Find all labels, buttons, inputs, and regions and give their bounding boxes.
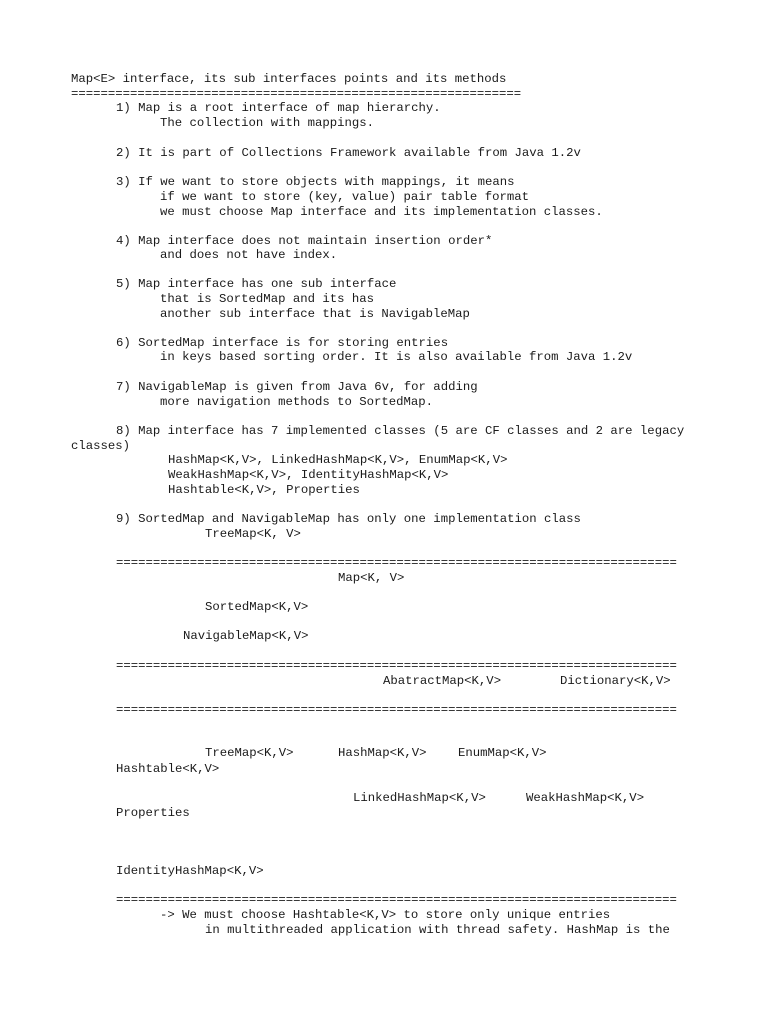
point-8-line-5: Hashtable<K,V>, Properties xyxy=(168,483,360,497)
hierarchy-identity-hash-map: IdentityHashMap<K,V> xyxy=(116,864,264,878)
hierarchy-dictionary: Dictionary<K,V> xyxy=(560,674,671,688)
hierarchy-map: Map<K, V> xyxy=(338,571,405,585)
point-4-line-1: 4) Map interface does not maintain insertion order* xyxy=(116,234,493,248)
point-9-line-1: 9) SortedMap and NavigableMap has only one implementation class xyxy=(116,512,581,526)
separator-3: ============================================================================ xyxy=(116,703,677,717)
point-4-line-2: and does not have index. xyxy=(160,248,338,262)
point-2-line-1: 2) It is part of Collections Framework available from Java 1.2v xyxy=(116,146,581,160)
point-1-line-1: 1) Map is a root interface of map hierarchy. xyxy=(116,101,441,115)
point-5-line-1: 5) Map interface has one sub interface xyxy=(116,277,397,291)
hierarchy-tree-map: TreeMap<K,V> xyxy=(205,746,294,760)
point-3-line-2: if we want to store (key, value) pair table format xyxy=(160,190,529,204)
point-5-line-3: another sub interface that is NavigableMap xyxy=(160,307,470,321)
hierarchy-linked-hash-map: LinkedHashMap<K,V> xyxy=(353,791,486,805)
hierarchy-properties: Properties xyxy=(116,806,190,820)
separator-2: ============================================================================ xyxy=(116,659,677,673)
point-8-line-3: HashMap<K,V>, LinkedHashMap<K,V>, EnumMap<K,V> xyxy=(168,453,508,467)
point-5-line-2: that is SortedMap and its has xyxy=(160,292,375,306)
separator-1: ============================================================================ xyxy=(116,556,677,570)
hierarchy-sorted-map: SortedMap<K,V> xyxy=(205,600,309,614)
hierarchy-navigable-map: NavigableMap<K,V> xyxy=(183,629,309,643)
point-3-line-1: 3) If we want to store objects with mappings, it means xyxy=(116,175,515,189)
hierarchy-hashtable: Hashtable<K,V> xyxy=(116,762,220,776)
point-8-line-4: WeakHashMap<K,V>, IdentityHashMap<K,V> xyxy=(168,468,449,482)
note-line-2: in multithreaded application with thread safety. HashMap is the xyxy=(205,923,670,937)
hierarchy-abstract-map: AbatractMap<K,V> xyxy=(383,674,502,688)
separator-4: ============================================================================ xyxy=(116,893,677,907)
point-6-line-1: 6) SortedMap interface is for storing entries xyxy=(116,336,449,350)
title-underline: ============================================================= xyxy=(71,87,522,101)
document-title: Map<E> interface, its sub interfaces points and its methods xyxy=(71,72,507,86)
point-9-line-2: TreeMap<K, V> xyxy=(205,527,301,541)
hierarchy-enum-map: EnumMap<K,V> xyxy=(458,746,547,760)
hierarchy-weak-hash-map: WeakHashMap<K,V> xyxy=(526,791,645,805)
point-7-line-2: more navigation methods to SortedMap. xyxy=(160,395,434,409)
point-8-line-2: classes) xyxy=(71,439,131,453)
point-6-line-2: in keys based sorting order. It is also available from Java 1.2v xyxy=(160,350,633,364)
point-8-line-1: 8) Map interface has 7 implemented classes (5 are CF classes and 2 are legacy xyxy=(116,424,685,438)
point-7-line-1: 7) NavigableMap is given from Java 6v, for adding xyxy=(116,380,478,394)
point-1-line-2: The collection with mappings. xyxy=(160,116,375,130)
note-line-1: -> We must choose Hashtable<K,V> to store only unique entries xyxy=(160,908,611,922)
hierarchy-hash-map: HashMap<K,V> xyxy=(338,746,427,760)
point-3-line-3: we must choose Map interface and its implementation classes. xyxy=(160,205,603,219)
